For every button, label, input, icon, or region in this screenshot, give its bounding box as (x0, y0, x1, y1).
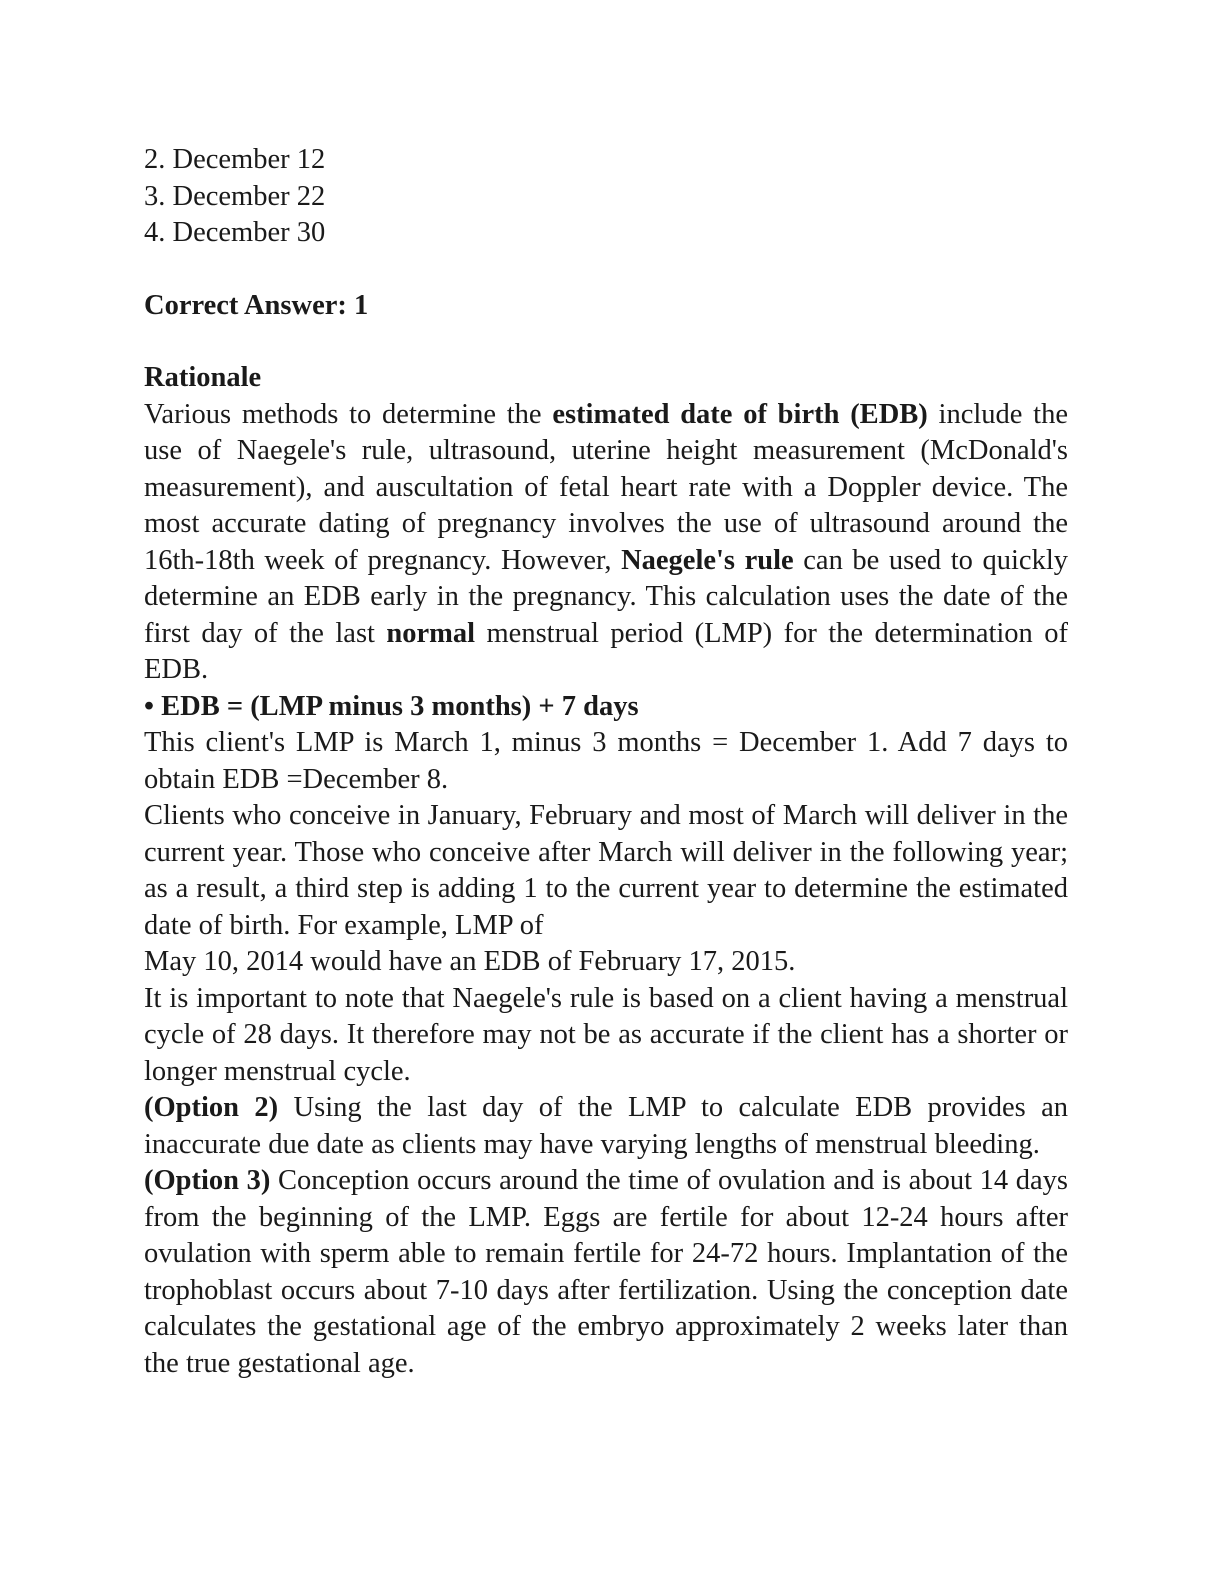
document-page (144, 142, 1068, 1382)
rationale-paragraph-example: This client's LMP is March 1, minus 3 months = December 1. Add 7 days to obtain EDB =December 8. (144, 727, 1068, 795)
edb-formula: • EDB = (LMP minus 3 months) + 7 days (144, 690, 639, 722)
option-4: 4. December 30 (144, 217, 326, 248)
text-run: include the use of Naegele's rule, ultrasound, uterine height measurement (McDonald's measurement), and auscultation of fetal heart rate with a Doppler device. The most accurate dating of pregnancy involves the use of ultrasound around the 16th-18th week of pregnancy. However, (144, 398, 1068, 576)
option-2: 2. December 12 (144, 144, 326, 175)
text-run: Various methods to determine the (144, 398, 553, 430)
rationale-paragraph-cycle-length: It is important to note that Naegele's rule is based on a client having a menstrual cycle of 28 days. It therefore may not be as accurate if the client has a shorter or longer menstrual cycle. (144, 982, 1068, 1087)
correct-answer: Correct Answer: 1 (144, 289, 369, 321)
bold-term-edb: estimated date of birth (EDB) (552, 398, 928, 430)
option-2-label: (Option 2) (144, 1092, 279, 1123)
option-2-explanation: Using the last day of the LMP to calculate EDB provides an inaccurate due date as clients may have varying lengths of menstrual bleeding. (144, 1092, 1068, 1160)
option-3-explanation: Conception occurs around the time of ovulation and is about 14 days from the beginning of the LMP. Eggs are fertile for about 12-24 hours after ovulation with sperm able to remain fertile for 24-72 hours. Implantation of the trophoblast occurs about 7-10 days after fertilization. Using the conception date calculates the gestational age of the embryo approximately 2 weeks later than the true gestational age. (144, 1165, 1068, 1379)
bold-term-naegeles-rule: Naegele's rule (621, 544, 794, 576)
rationale-paragraph-edb-methods (144, 397, 1068, 689)
option-3: 3. December 22 (144, 180, 326, 212)
text-run: can be used to quickly determine an EDB early in the pregnancy. This calculation uses the date of the first day of the last (144, 544, 1068, 649)
rationale-heading: Rationale (144, 362, 262, 393)
bold-term-normal: normal (386, 617, 476, 649)
option-3-label: (Option 3) (144, 1165, 271, 1196)
rationale-paragraph-conception-year: Clients who conceive in January, February and most of March will deliver in the current year. Those who conceive after March will deliver in the following year; as a result, a third step is adding 1 to the current year to determine the estimated date of birth. For example, LMP of (144, 800, 1068, 941)
rationale-option-2 (144, 1090, 1068, 1163)
answer-options (144, 142, 1068, 252)
rationale-paragraph-conception-year-example: May 10, 2014 would have an EDB of February 17, 2015. (144, 946, 796, 977)
rationale-option-3 (144, 1163, 1068, 1382)
text-run: menstrual period (LMP) for the determination of EDB. (144, 617, 1068, 685)
